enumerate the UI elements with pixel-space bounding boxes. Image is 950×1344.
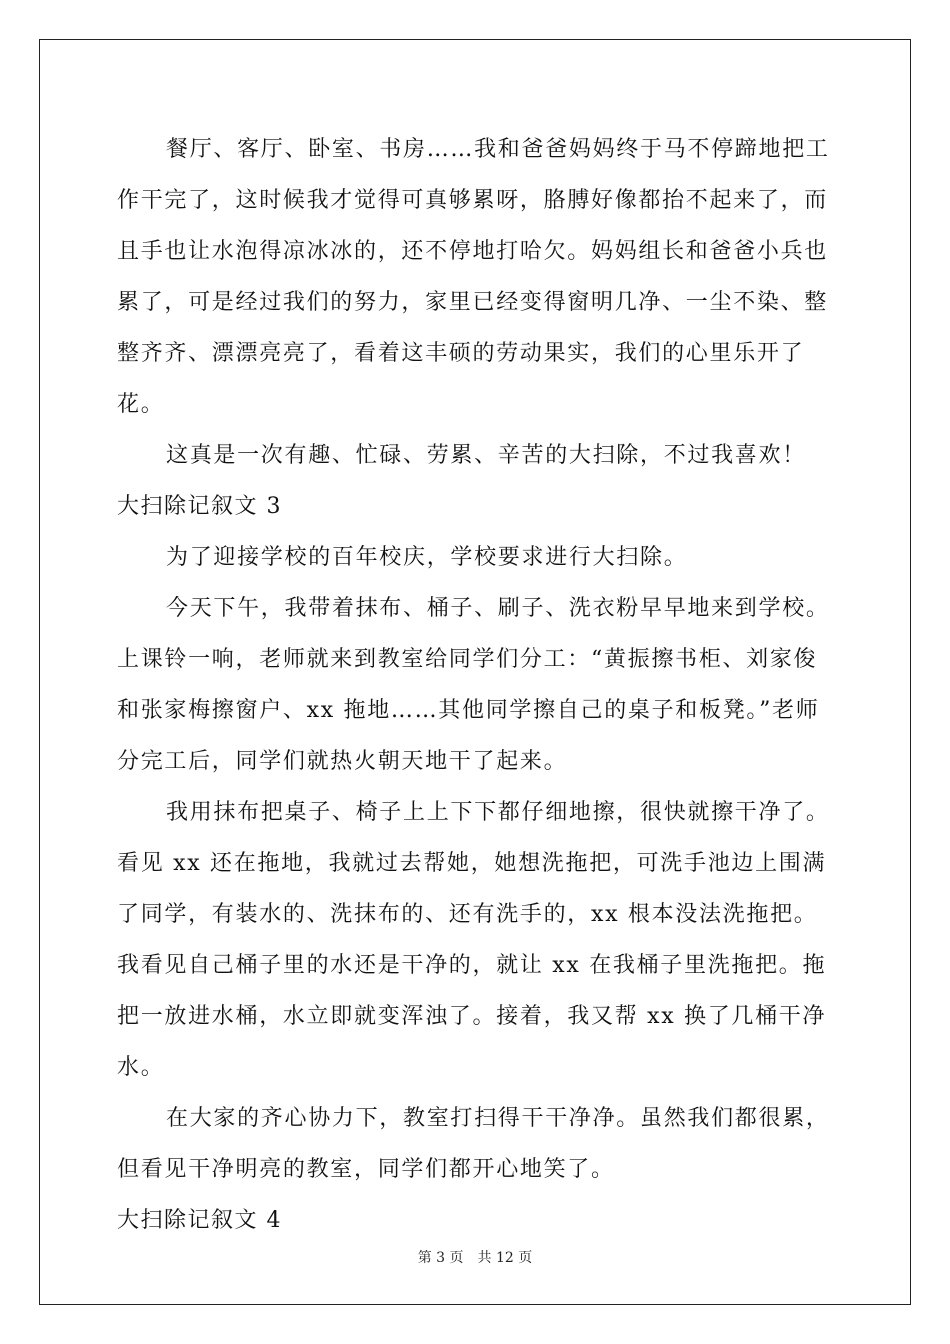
paragraph: 这真是一次有趣、忙碌、劳累、辛苦的大扫除，不过我喜欢！ [166, 443, 806, 468]
page-footer [0, 1247, 950, 1267]
section-heading: 大扫除记叙文 4 [117, 1208, 282, 1233]
paragraph: 今天下午，我带着抹布、桶子、刷子、洗衣粉早早地来到学校。上课铃一响，老师就来到教室给同学们分工：“黄振擦书柜、刘家俊和张家梅擦窗户、xx 拖地……其他同学擦自己的桌子和板凳。”老师分完工后，同学们就热火朝天地干了起来。 [117, 596, 830, 774]
paragraph: 为了迎接学校的百年校庆，学校要求进行大扫除。 [166, 545, 688, 570]
page-number: 第 3 页 [417, 1250, 464, 1266]
paragraph: 我用抹布把桌子、椅子上上下下都仔细地擦，很快就擦干净了。看见 xx 还在拖地，我就过去帮她，她想洗拖把，可洗手池边上围满了同学，有装水的、洗抹布的、还有洗手的，xx 根本没法洗拖把。我看见自己桶子里的水还是干净的，就让 xx 在我桶子里洗拖把。拖把一放进水桶，水立即就变浑浊了。接着，我又帮 xx 换了几桶干净水。 [117, 800, 830, 1080]
paragraph: 在大家的齐心协力下，教室打扫得干干净净。虽然我们都很累，但看见干净明亮的教室，同学们都开心地笑了。 [117, 1106, 830, 1182]
document-body [117, 124, 837, 1246]
paragraph: 餐厅、客厅、卧室、书房……我和爸爸妈妈终于马不停蹄地把工作干完了，这时候我才觉得可真够累呀，胳膊好像都抬不起来了，而且手也让水泡得凉冰冰的，还不停地打哈欠。妈妈组长和爸爸小兵也累了，可是经过我们的努力，家里已经变得窗明几净、一尘不染、整整齐齐、漂漂亮亮了，看着这丰硕的劳动果实，我们的心里乐开了花。 [117, 137, 830, 417]
section-heading: 大扫除记叙文 3 [117, 494, 282, 519]
page-total: 共 12 页 [477, 1250, 533, 1266]
